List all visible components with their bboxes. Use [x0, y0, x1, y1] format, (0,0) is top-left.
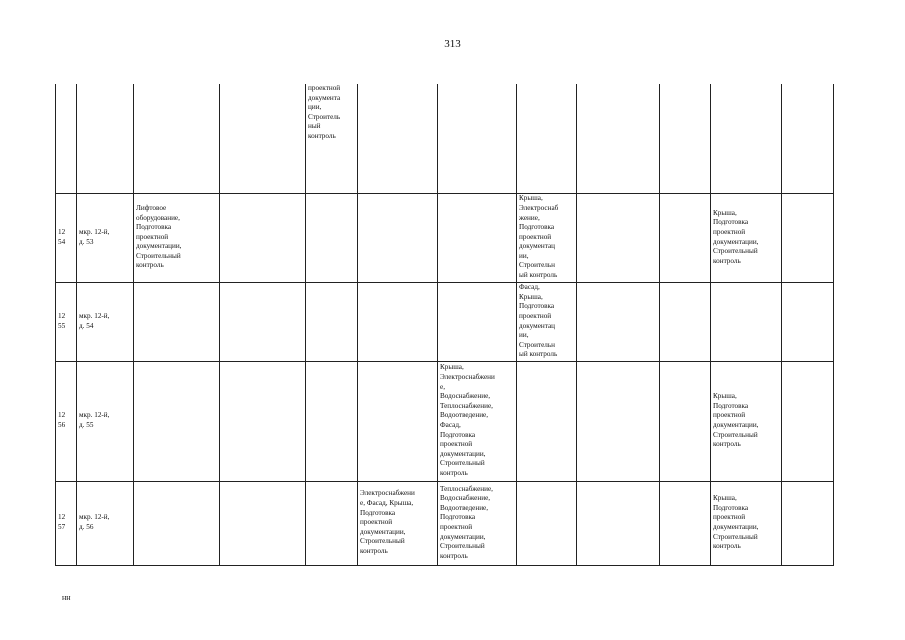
work-cell — [660, 84, 711, 193]
work-cell — [782, 481, 834, 565]
work-cell — [306, 193, 358, 282]
work-cell: Крыша, Электроснаб жение, Подготовка проектной документац ии, Строительн ый контроль — [517, 193, 577, 282]
work-cell — [517, 481, 577, 565]
row-number-cell — [56, 84, 77, 193]
footer-mark: нн — [62, 593, 71, 602]
work-cell — [711, 84, 782, 193]
work-cell — [220, 84, 306, 193]
work-cell: Лифтовое оборудование, Подготовка проектной документации, Строительный контроль — [134, 193, 220, 282]
work-cell — [220, 481, 306, 565]
work-cell — [306, 361, 358, 481]
table-row — [56, 193, 834, 282]
work-cell: Теплоснабжение, Водоснабжение, Водоотведение, Подготовка проектной документации, Строительный контроль — [438, 481, 517, 565]
page-number: 313 — [444, 38, 461, 50]
work-cell: проектной документа ции, Строитель ный контроль — [306, 84, 358, 193]
work-cell — [577, 193, 660, 282]
work-cell — [577, 481, 660, 565]
work-cell — [438, 282, 517, 361]
work-cell — [134, 282, 220, 361]
work-cell: Крыша, Электроснабжени е, Водоснабжение, Теплоснабжение, Водоотведение, Фасад, Подготовка проектной документации, Строительный контроль — [438, 361, 517, 481]
work-cell — [577, 84, 660, 193]
work-cell: Крыша, Подготовка проектной документации, Строительный контроль — [711, 361, 782, 481]
work-cell — [577, 282, 660, 361]
work-cell — [782, 193, 834, 282]
work-cell — [660, 481, 711, 565]
work-cell — [358, 193, 438, 282]
row-number-cell: 12 54 — [56, 193, 77, 282]
work-cell — [220, 361, 306, 481]
table-row — [56, 84, 834, 193]
work-cell — [134, 481, 220, 565]
work-cell — [517, 84, 577, 193]
row-number-cell: 12 56 — [56, 361, 77, 481]
work-cell — [306, 282, 358, 361]
address-cell: мкр. 12-й, д. 54 — [77, 282, 134, 361]
address-cell — [77, 84, 134, 193]
table-row — [56, 481, 834, 565]
capital-repair-table — [55, 84, 834, 566]
work-cell — [134, 84, 220, 193]
table-row — [56, 282, 834, 361]
address-cell: мкр. 12-й, д. 56 — [77, 481, 134, 565]
work-cell — [438, 193, 517, 282]
work-cell — [358, 282, 438, 361]
work-cell: Крыша, Подготовка проектной документации, Строительный контроль — [711, 193, 782, 282]
address-cell: мкр. 12-й, д. 55 — [77, 361, 134, 481]
work-cell: Фасад, Крыша, Подготовка проектной документац ии, Строительн ый контроль — [517, 282, 577, 361]
work-cell — [782, 361, 834, 481]
work-cell: Крыша, Подготовка проектной документации, Строительный контроль — [711, 481, 782, 565]
work-cell — [220, 282, 306, 361]
work-cell — [306, 481, 358, 565]
work-cell — [438, 84, 517, 193]
work-cell — [782, 84, 834, 193]
work-cell — [711, 282, 782, 361]
work-cell — [577, 361, 660, 481]
work-cell — [660, 193, 711, 282]
work-cell — [660, 361, 711, 481]
row-number-cell: 12 55 — [56, 282, 77, 361]
address-cell: мкр. 12-й, д. 53 — [77, 193, 134, 282]
work-cell — [660, 282, 711, 361]
work-cell — [782, 282, 834, 361]
work-cell — [358, 361, 438, 481]
work-cell — [517, 361, 577, 481]
work-cell: Электроснабжени е, Фасад, Крыша, Подготовка проектной документации, Строительный контроль — [358, 481, 438, 565]
work-cell — [358, 84, 438, 193]
work-cell — [134, 361, 220, 481]
row-number-cell: 12 57 — [56, 481, 77, 565]
work-cell — [220, 193, 306, 282]
table-row — [56, 361, 834, 481]
